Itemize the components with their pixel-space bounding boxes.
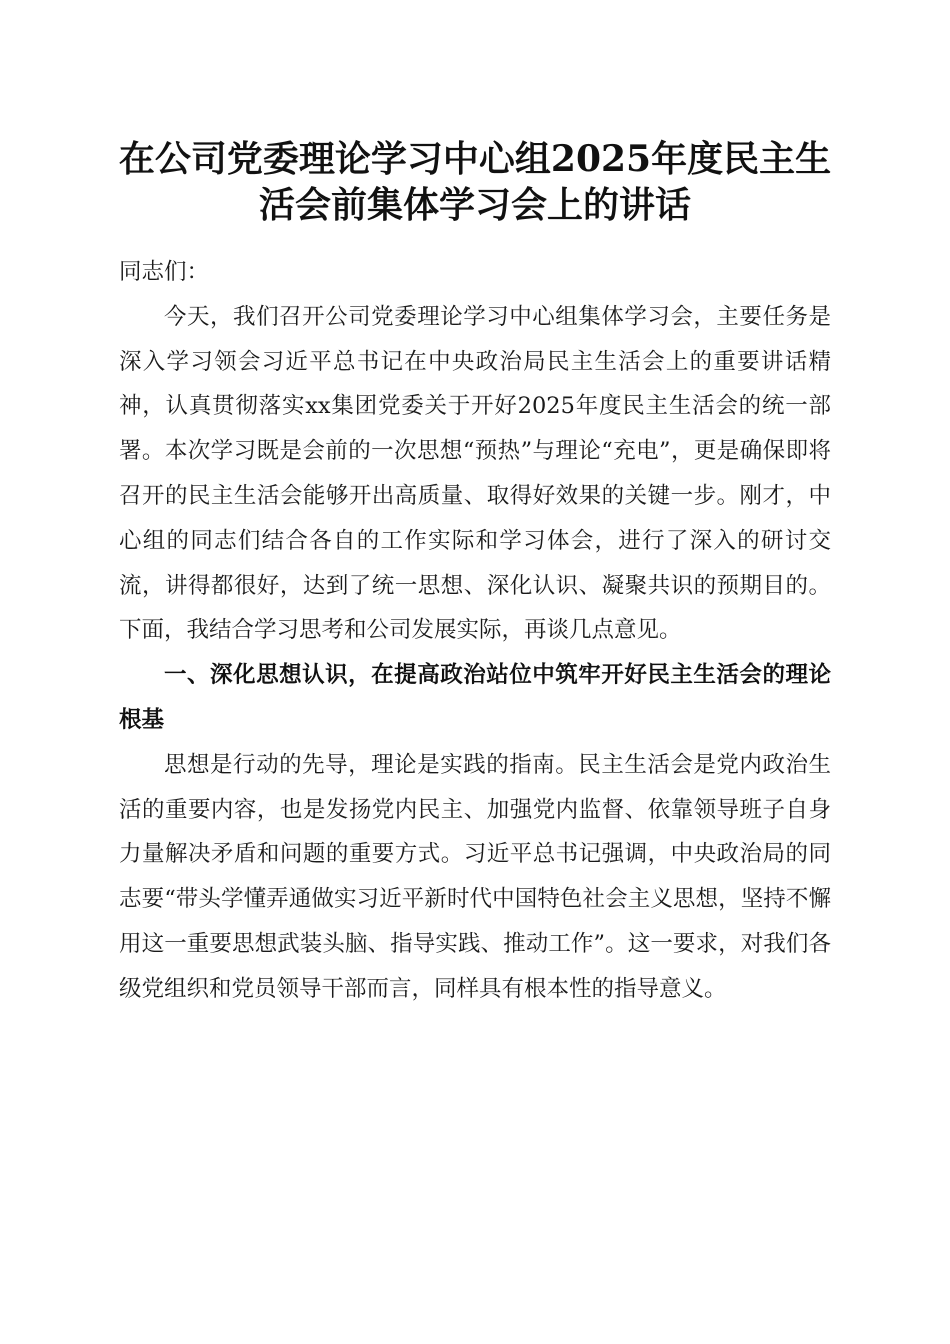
intro-paragraph: 今天，我们召开公司党委理论学习中心组集体学习会，主要任务是深入学习领会习近平总书记在中央政治局民主生活会上的重要讲话精神，认真贯彻落实xx集团党委关于开好2025年度民主生活会的统一部署。本次学习既是会前的一次思想“预热”与理论“充电”，更是确保即将召开的民主生活会能够开出高质量、取得好效果的关键一步。刚才，中心组的同志们结合各自的工作实际和学习体会，进行了深入的研讨交流，讲得都很好，达到了统一思想、深化认识、凝聚共识的预期目的。下面，我结合学习思考和公司发展实际，再谈几点意见。 <box>119 303 831 644</box>
section-1-paragraph: 思想是行动的先导，理论是实践的指南。民主生活会是党内政治生活的重要内容，也是发扬党内民主、加强党内监督、依靠领导班子自身力量解决矛盾和问题的重要方式。习近平总书记强调，中央政治局的同志要“带头学懂弄通做实习近平新时代中国特色社会主义思想，坚持不懈用这一重要思想武装头脑、指导实践、推动工作”。这一要求，对我们各级党组织和党员领导干部而言，同样具有根本性的指导意义。 <box>119 751 831 1002</box>
document-body <box>119 250 831 1012</box>
title-line-2: 活会前集体学习会上的讲话 <box>258 184 691 226</box>
section-1-heading: 一、深化思想认识，在提高政治站位中筑牢开好民主生活会的理论根基 <box>119 662 831 733</box>
salutation: 同志们： <box>119 259 210 285</box>
document-title <box>110 136 840 228</box>
title-line-1: 在公司党委理论学习中心组2025年度民主生 <box>118 138 832 180</box>
